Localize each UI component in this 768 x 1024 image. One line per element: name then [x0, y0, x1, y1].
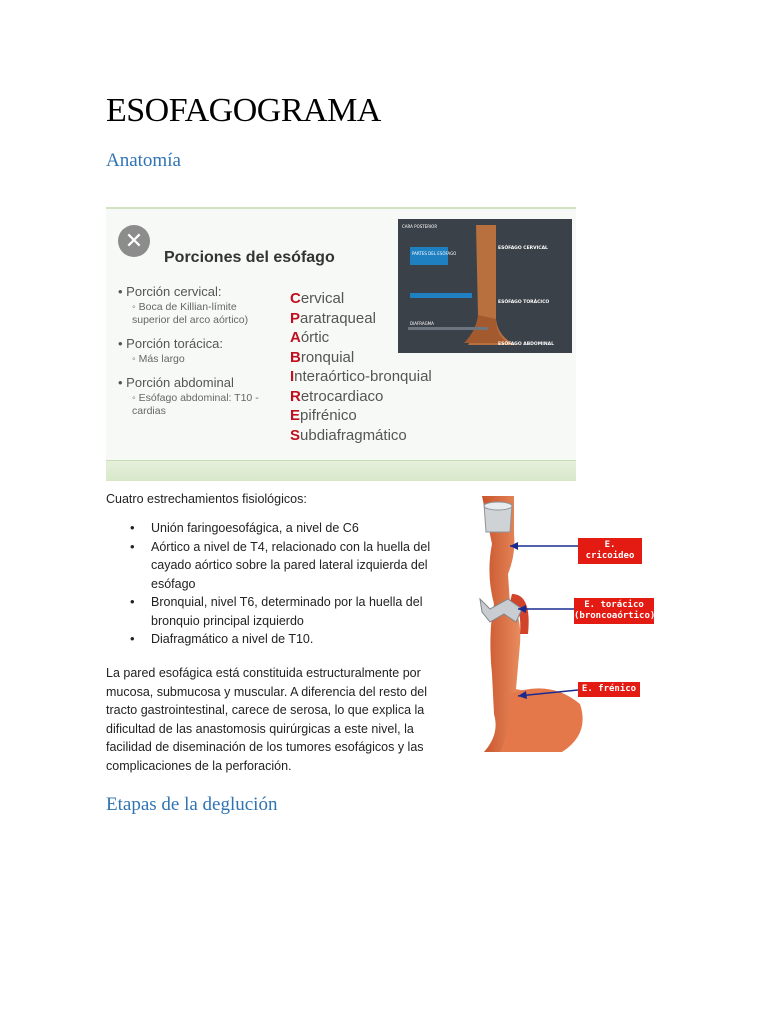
list-item: • Aórtico a nivel de T4, relacionado con la huella del cayado aórtico sobre la pared lateral izquierda del esófago	[106, 538, 436, 594]
thumb-label: ESÓFAGO CERVICAL	[498, 246, 548, 251]
slide-item: • Porción torácica:	[118, 336, 223, 351]
esophagus-thumbnail-drawing	[398, 219, 572, 353]
esophagus-illustration	[470, 494, 670, 754]
section-heading-anatomia: Anatomía	[106, 150, 181, 171]
list-item: • Diafragmático a nivel de T10.	[106, 630, 436, 649]
mnemonic-line: Bronquial	[290, 348, 355, 366]
slide-item: • Porción cervical:	[118, 284, 222, 299]
label-frenico: E. frénico	[578, 682, 640, 697]
section-heading-deglucion: Etapas de la deglución	[106, 794, 278, 815]
thumb-label: PARTES DEL ESÓFAGO	[412, 251, 457, 256]
list-item: • Bronquial, nivel T6, determinado por la huella del bronquio principal izquierdo	[106, 593, 436, 630]
esophagus-constrictions-figure	[470, 494, 670, 754]
mnemonic-line: Aórtic	[290, 329, 330, 346]
thumb-label: ESÓFAGO TORÁCICO	[498, 300, 550, 305]
mnemonic-line: Epifrénico	[290, 407, 357, 424]
close-icon: ✕	[118, 225, 150, 257]
slide-subitem: ◦ Más largo	[132, 353, 185, 365]
thumb-label: ESÓFAGO ABDOMINAL	[498, 342, 555, 347]
slide-item: • Porción abdominal	[118, 375, 234, 390]
label-cricoideo: E. cricoideo	[578, 538, 642, 564]
esophagus-thumbnail	[398, 219, 572, 353]
thumb-label: CARA POSTERIOR	[402, 224, 438, 229]
mnemonic-line: Interaórtico-bronquial	[290, 368, 432, 385]
thumb-label: DIAFRAGMA	[410, 321, 434, 326]
slide-portions-list	[118, 283, 267, 418]
mnemonic-line: Paratraqueal	[290, 309, 376, 327]
slide-subitem: ◦ Boca de Killian-límite superior del arco aórtico)	[132, 301, 249, 326]
mnemonic-line: Retrocardiaco	[290, 387, 384, 405]
page-title: ESOFAGOGRAMA	[106, 92, 381, 129]
wall-paragraph: La pared esofágica está constituida estructuralmente por mucosa, submucosa y muscular. A diferencia del resto del tracto gastrointestinal, carece de serosa, lo que explica la dificultad de las anastomosis quirúrgicas a este nivel, la facilidad de diseminación de los tumores esofágicos y las complicaciones de la perforación.	[106, 666, 427, 773]
slide-title: Porciones del esófago	[164, 249, 335, 266]
mnemonic-line: Cervical	[290, 290, 345, 307]
constrictions-list	[106, 519, 436, 649]
porciones-slide-image	[106, 207, 576, 481]
label-toracico: E. torácico (broncoaórtico)	[574, 598, 654, 624]
slide-footer-bar	[106, 460, 576, 481]
mnemonic-line: Subdiafragmático	[290, 426, 407, 444]
list-item: • Unión faringoesofágica, a nivel de C6	[106, 519, 436, 538]
slide-subitem: ◦ Esófago abdominal: T10 - cardias	[132, 392, 259, 417]
intro-text: Cuatro estrechamientos fisiológicos:	[106, 492, 307, 506]
